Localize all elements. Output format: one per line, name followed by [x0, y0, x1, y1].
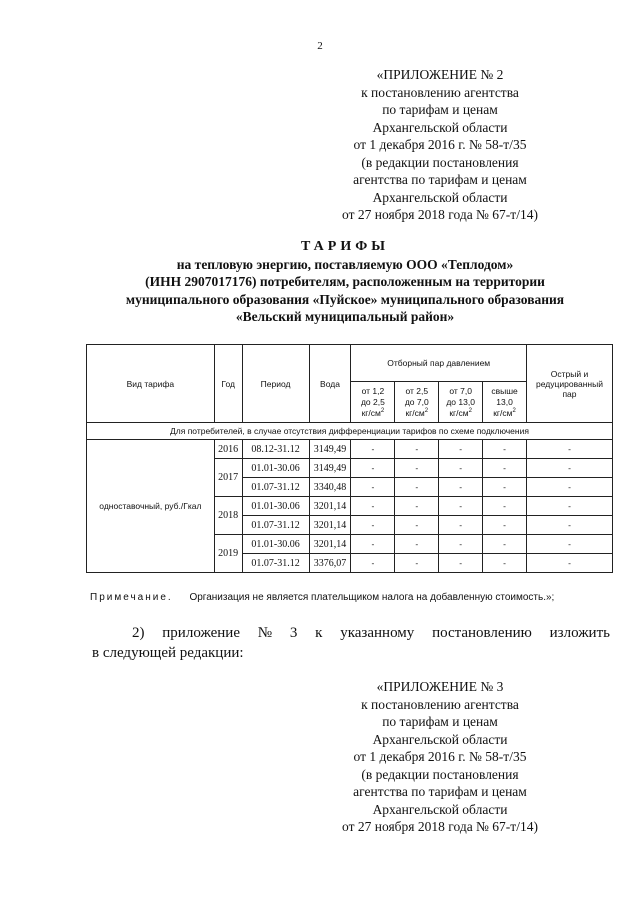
dash-cell: -	[483, 459, 527, 478]
appendix-line: агентства по тарифам и ценам	[353, 784, 527, 799]
appendix-line: агентства по тарифам и ценам	[353, 172, 527, 187]
period-cell: 01.07-31.12	[242, 554, 309, 573]
water-cell: 3149,49	[309, 440, 351, 459]
consumer-note-row: Для потребителей, в случае отсутствия дифференциации тарифов по схеме подключения	[87, 423, 613, 440]
header-steam-col	[483, 382, 527, 423]
tariff-title	[60, 238, 630, 326]
header-steam-unit: кг/см	[361, 407, 381, 418]
paragraph-word: приложение	[162, 625, 240, 641]
dash-cell: -	[526, 478, 612, 497]
title-heading: ТАРИФЫ	[301, 239, 389, 254]
dash-cell: -	[439, 554, 483, 573]
header-steam-col	[439, 382, 483, 423]
title-line: муниципального образования «Пуйское» муниципального образования	[125, 291, 565, 307]
period-cell: 01.01-30.06	[242, 497, 309, 516]
dash-cell: -	[351, 535, 395, 554]
title-line: «Вельский муниципальный район»	[235, 309, 455, 324]
tariff-name-cell: одноставочный, руб./Гкал	[87, 440, 215, 573]
note-label: Примечание.	[90, 592, 173, 603]
header-sharp-steam: Острый и редуцированный пар	[526, 345, 612, 423]
appendix-line: Архангельской области	[372, 801, 508, 817]
dash-cell: -	[526, 440, 612, 459]
paragraph-word: изложить	[549, 625, 610, 641]
year-cell: 2017	[214, 459, 242, 497]
appendix-line: к постановлению агентства	[361, 696, 519, 712]
appendix-line: Архангельской области	[372, 189, 508, 205]
dash-cell: -	[439, 516, 483, 535]
dash-cell: -	[439, 478, 483, 497]
dash-cell: -	[351, 440, 395, 459]
paragraph-word: 2)	[132, 625, 145, 641]
year-cell: 2016	[214, 440, 242, 459]
dash-cell: -	[439, 535, 483, 554]
dash-cell: -	[483, 497, 527, 516]
appendix-line: по тарифам и ценам	[382, 714, 498, 729]
appendix-line: (в редакции постановления	[361, 154, 519, 170]
paragraph-word: 3	[289, 625, 298, 641]
amendment-paragraph	[92, 623, 610, 663]
water-cell: 3201,14	[309, 535, 351, 554]
dash-cell: -	[395, 440, 439, 459]
period-cell: 01.07-31.12	[242, 516, 309, 535]
header-steam-exp: 2	[424, 407, 429, 414]
appendix-line: Архангельской области	[372, 119, 508, 135]
header-steam-from: от 1,2	[361, 385, 385, 396]
title-line: на тепловую энергию, поставляемую ООО «Теплодом»	[176, 256, 514, 272]
appendix-line: от 27 ноября 2018 года № 67-т/14)	[342, 819, 538, 834]
header-steam-unit: кг/см	[493, 407, 513, 418]
paragraph-word: указанному	[340, 625, 415, 641]
water-cell: 3201,14	[309, 516, 351, 535]
year-cell: 2019	[214, 535, 242, 573]
paragraph-line-1	[92, 623, 610, 643]
dash-cell: -	[526, 497, 612, 516]
dash-cell: -	[395, 516, 439, 535]
paragraph-line-2: в следующей редакции:	[92, 645, 244, 661]
appendix-line: от 1 декабря 2016 г. № 58-т/35	[353, 137, 527, 152]
water-cell: 3149,49	[309, 459, 351, 478]
header-steam-from: свыше	[491, 385, 518, 396]
header-water: Вода	[309, 345, 351, 423]
header-steam-exp: 2	[380, 407, 385, 414]
title-line: (ИНН 2907017176) потребителям, расположенным на территории	[145, 274, 545, 289]
dash-cell: -	[483, 554, 527, 573]
tariff-table	[86, 344, 613, 573]
header-steam-col	[351, 382, 395, 423]
dash-cell: -	[395, 459, 439, 478]
appendix-line: «ПРИЛОЖЕНИЕ № 2	[376, 67, 504, 82]
header-steam-from: от 2,5	[405, 385, 429, 396]
appendix-2-header	[320, 66, 560, 224]
dash-cell: -	[351, 478, 395, 497]
paragraph-word: №	[257, 625, 273, 641]
table-row	[87, 440, 613, 459]
appendix-line: «ПРИЛОЖЕНИЕ № 3	[376, 679, 504, 694]
dash-cell: -	[483, 516, 527, 535]
paragraph-word: постановлению	[432, 625, 532, 641]
dash-cell: -	[351, 497, 395, 516]
appendix-line: (в редакции постановления	[361, 766, 519, 782]
note-text: Организация не является плательщиком налога на добавленную стоимость.»;	[189, 592, 555, 603]
dash-cell: -	[526, 535, 612, 554]
header-steam-unit: кг/см	[405, 407, 425, 418]
page-number: 2	[317, 40, 323, 52]
period-cell: 01.07-31.12	[242, 478, 309, 497]
period-cell: 01.01-30.06	[242, 535, 309, 554]
header-steam-col	[395, 382, 439, 423]
appendix-line: к постановлению агентства	[361, 84, 519, 100]
dash-cell: -	[395, 478, 439, 497]
appendix-line: Архангельской области	[372, 731, 508, 747]
header-steam-to: до 13,0	[446, 396, 475, 407]
dash-cell: -	[526, 459, 612, 478]
dash-cell: -	[526, 516, 612, 535]
dash-cell: -	[483, 478, 527, 497]
header-steam-to: 13,0	[496, 396, 513, 407]
appendix-line: от 27 ноября 2018 года № 67-т/14)	[342, 207, 538, 222]
paragraph-word: к	[315, 625, 323, 641]
dash-cell: -	[351, 516, 395, 535]
dash-cell: -	[439, 440, 483, 459]
header-steam-unit: кг/см	[449, 407, 469, 418]
header-period: Период	[242, 345, 309, 423]
dash-cell: -	[351, 554, 395, 573]
year-cell: 2018	[214, 497, 242, 535]
dash-cell: -	[483, 440, 527, 459]
header-steam-group: Отборный пар давлением	[351, 345, 527, 382]
dash-cell: -	[439, 459, 483, 478]
appendix-3-header	[320, 678, 560, 836]
dash-cell: -	[395, 497, 439, 516]
header-steam-exp: 2	[512, 407, 516, 414]
vat-note	[90, 592, 630, 603]
water-cell: 3340,48	[309, 478, 351, 497]
appendix-line: по тарифам и ценам	[382, 102, 498, 117]
header-steam-to: до 7,0	[404, 396, 429, 407]
water-cell: 3201,14	[309, 497, 351, 516]
dash-cell: -	[395, 554, 439, 573]
header-steam-exp: 2	[468, 407, 472, 414]
header-steam-from: от 7,0	[449, 385, 472, 396]
header-steam-to: до 2,5	[360, 396, 385, 407]
appendix-line: от 1 декабря 2016 г. № 58-т/35	[353, 749, 527, 764]
dash-cell: -	[439, 497, 483, 516]
dash-cell: -	[395, 535, 439, 554]
period-cell: 08.12-31.12	[242, 440, 309, 459]
water-cell: 3376,07	[309, 554, 351, 573]
period-cell: 01.01-30.06	[242, 459, 309, 478]
dash-cell: -	[351, 459, 395, 478]
header-year: Год	[214, 345, 242, 423]
dash-cell: -	[483, 535, 527, 554]
header-tariff-type: Вид тарифа	[87, 345, 215, 423]
dash-cell: -	[526, 554, 612, 573]
